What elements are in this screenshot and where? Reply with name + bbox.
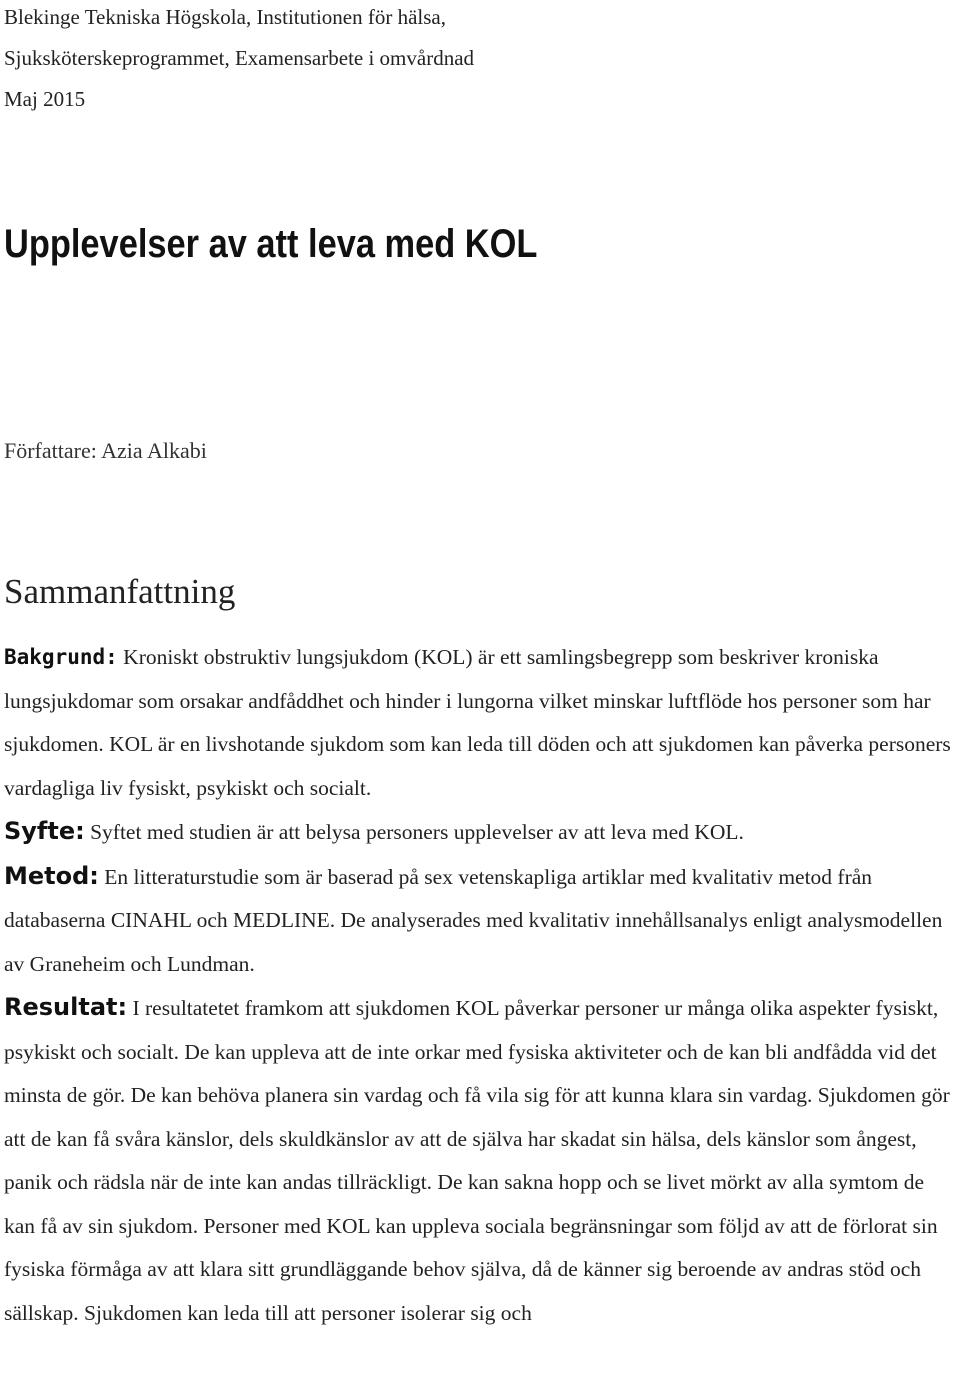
label-aim: Syfte: — [4, 817, 85, 845]
label-method: Metod: — [4, 861, 99, 890]
paragraph-aim — [4, 810, 956, 855]
paragraph-background — [4, 636, 956, 810]
paragraph-method — [4, 855, 956, 987]
document-header — [4, 0, 474, 120]
institution-line: Blekinge Tekniska Högskola, Institutionen för hälsa, — [4, 5, 446, 29]
date-line: Maj 2015 — [4, 87, 86, 111]
program-line: Sjuksköterskeprogrammet, Examensarbete i omvårdnad — [4, 46, 475, 70]
text-results: I resultatetet framkom att sjukdomen KOL påverkar personer ur många olika aspekter fysiskt, psykiskt och socialt. De kan uppleva att de inte orkar med fysiska aktiviteter och de kan bli andfådda vid det minsta de gör. De kan behöva planera sin vardag och få vila sig för att kunna klara sin vardag. Sjukdomen gör att de kan få svåra känslor, dels skuldkänslor av att de själva har skadat sin hälsa, dels känslor som ångest, panik och rädsla när de inte kan andas tillräckligt. De kan sakna hopp och se livet mörkt av alla symtom de kan få av sin sjukdom. Personer med KOL kan uppleva sociala begränsningar som följd av att de förlorat sin fysiska förmåga av att klara sitt grundläggande behov själva, då de känner sig beroende av andras stöd och sällskap. Sjukdomen kan leda till att personer isolerar sig och — [4, 996, 950, 1325]
document-title: Upplevelser av att leva med KOL — [4, 222, 538, 266]
label-results: Resultat: — [4, 993, 128, 1021]
text-method: En litteraturstudie som är baserad på sex vetenskapliga artiklar med kvalitativ metod från databaserna CINAHL och MEDLINE. De analyserades med kvalitativ innehållsanalys enligt analysmodellen av Graneheim och Lundman. — [4, 864, 943, 976]
text-aim: Syftet med studien är att belysa personers upplevelser av att leva med KOL. — [84, 820, 744, 844]
paragraph-results — [4, 986, 956, 1335]
text-background: Kroniskt obstruktiv lungsjukdom (KOL) är ett samlingsbegrepp som beskriver kroniska lungsjukdomar som orsakar andfåddhet och hinder i lungorna vilket minskar luftflöde hos personer som har sjukdomen. KOL är en livshotande sjukdom som kan leda till döden och att sjukdomen kan påverka personers vardagliga liv fysiskt, psykiskt och socialt. — [4, 645, 951, 800]
author-line: Författare: Azia Alkabi — [4, 438, 207, 463]
label-background: Bakgrund: — [4, 645, 118, 669]
section-heading-summary: Sammanfattning — [4, 572, 236, 611]
abstract-body — [4, 636, 956, 1335]
